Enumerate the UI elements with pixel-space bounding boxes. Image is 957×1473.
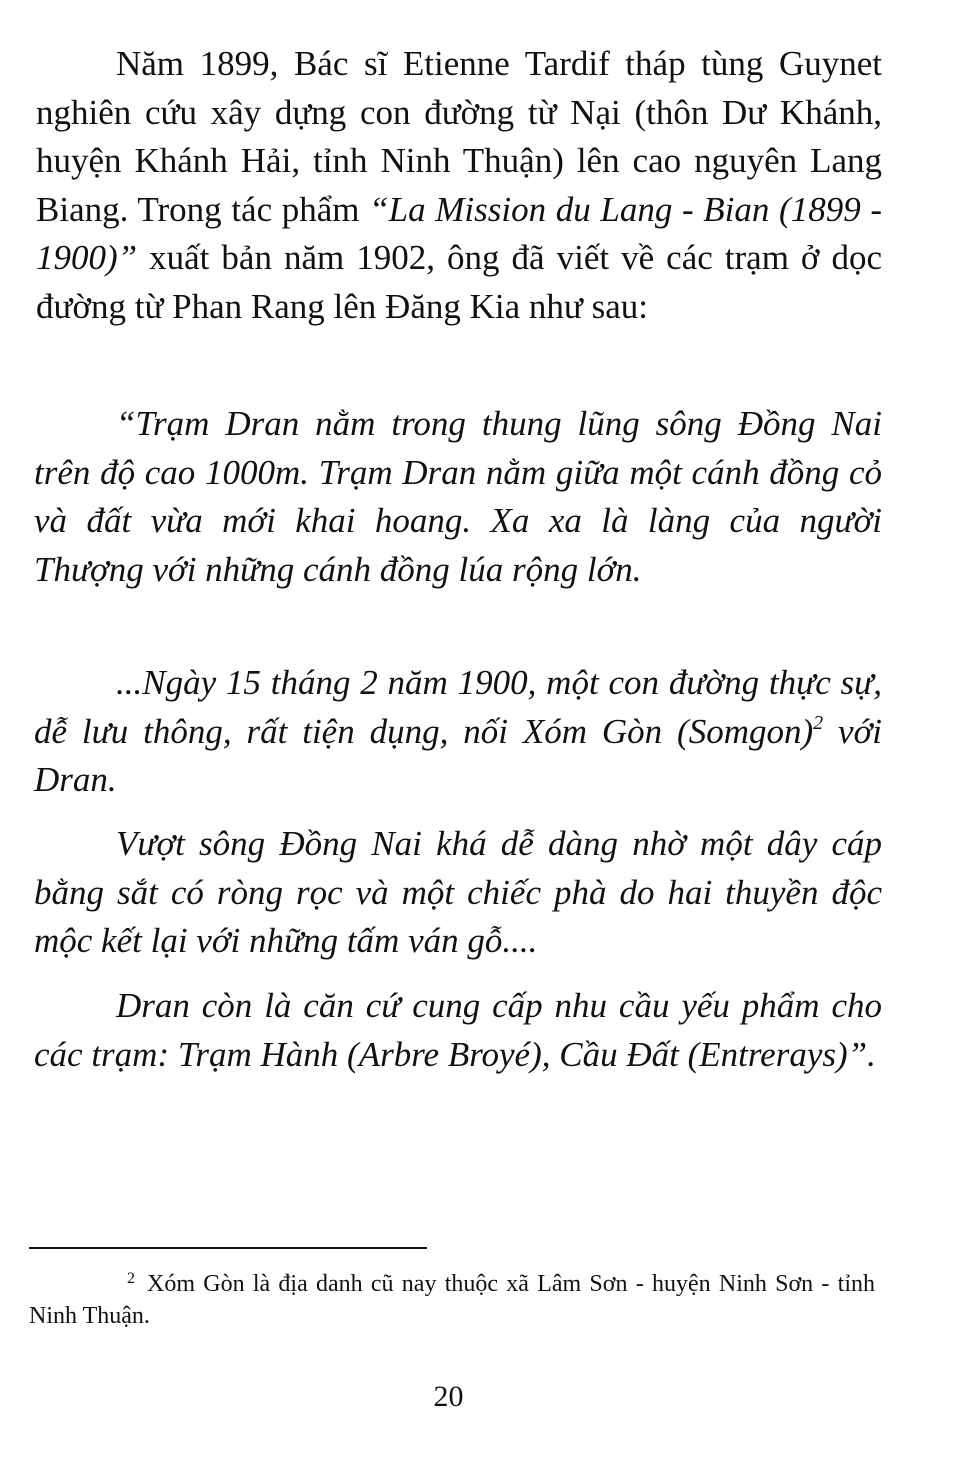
footnote-reference: 2 [813,711,824,734]
intro-text-part1: Năm 1899, Bác sĩ Etienne Tardif tháp tùng Guynet nghiên cứu xây dựng con đường từ Nại (thôn Dư Khánh, huyện Khánh Hải, tỉnh Ninh Thuận) lên cao nguyên Lang Biang. Trong tác phẩm [36,44,882,229]
quote-paragraph-2 [34,659,882,805]
intro-paragraph [36,40,882,332]
footnote-number: 2 [127,1270,135,1287]
book-title: “La Mission du Lang - Bian (1899 - 1900)” [36,189,883,278]
quote-paragraph-3: Vượt sông Đồng Nai khá dễ dàng nhờ một dây cáp bằng sắt có ròng rọc và một chiếc phà do hai thuyền độc mộc kết lại với những tấm ván gỗ.... [34,824,882,961]
quote-paragraph-2-text: ...Ngày 15 tháng 2 năm 1900, một con đường thực sự, dễ lưu thông, rất tiện dụng, nối Xóm Gòn (Somgon) [34,663,882,751]
footnote-divider [29,1247,427,1249]
footnote-text: Xóm Gòn là địa danh cũ nay thuộc xã Lâm Sơn - huyện Ninh Sơn - tỉnh Ninh Thuận. [29,1271,875,1329]
quote-paragraph-1: “Trạm Dran nằm trong thung lũng sông Đồng Nai trên độ cao 1000m. Trạm Dran nằm giữa một cánh đồng cỏ và đất vừa mới khai hoang. Xa xa là làng của người Thượng với những cánh đồng lúa rộng lớn. [34,404,882,589]
quote-paragraph-2-tail: với Dran. [34,711,882,800]
intro-text-part2: xuất bản năm 1902, ông đã viết về các trạm ở dọc đường từ Phan Rang lên Đăng Kia như sau: [36,238,882,326]
page-number: 20 [433,1380,464,1413]
footnote [29,1268,875,1332]
quote-paragraph-4: Dran còn là căn cứ cung cấp nhu cầu yếu phẩm cho các trạm: Trạm Hành (Arbre Broyé), Cầu Đất (Entrerays)”. [34,986,882,1074]
